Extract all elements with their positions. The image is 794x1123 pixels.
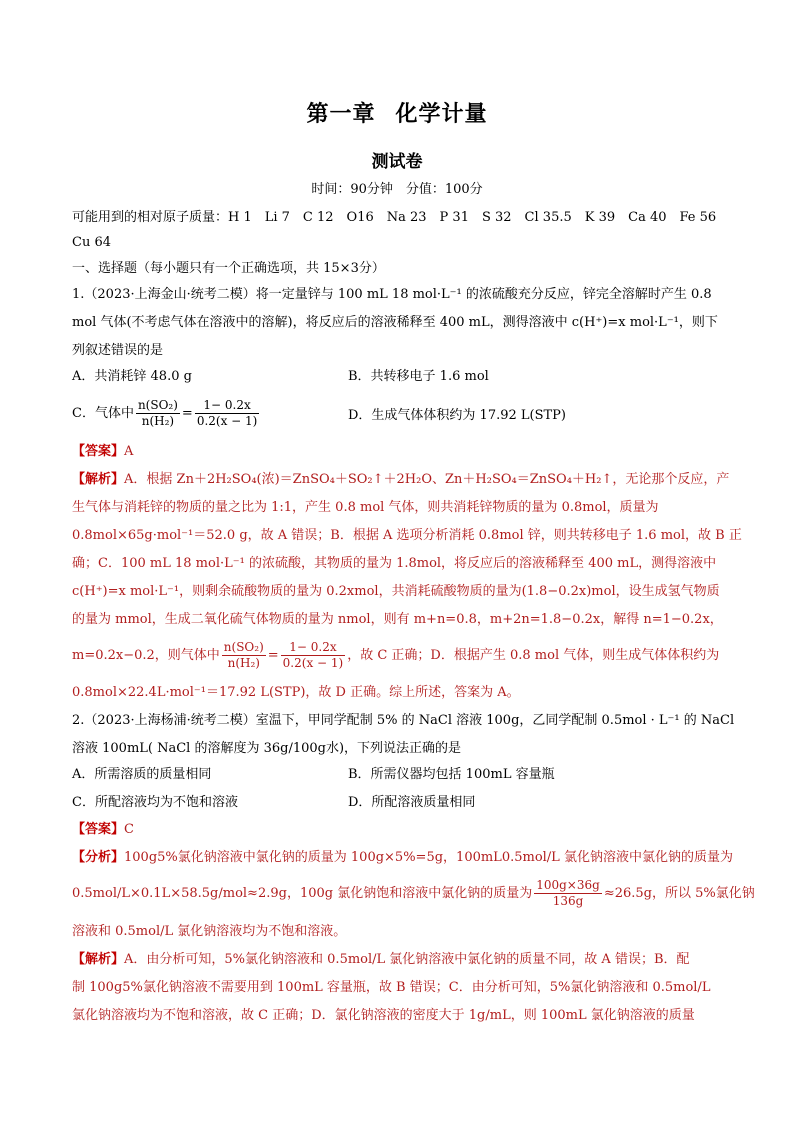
q1-option-c-prefix: C．气体中 xyxy=(72,406,134,421)
q1-analysis-line5: c(H⁺)=x mol·L⁻¹，则剩余硫酸物质的量为 0.2xmol，共消耗硫酸物质的量为(1.8−0.2x)mol，设生成氢气物质 xyxy=(72,584,720,599)
atomic-masses-line2: Cu 64 xyxy=(72,235,111,250)
answer-value: C xyxy=(124,822,134,837)
q1-option-c-fraction-right xyxy=(195,398,260,429)
fraction-numerator: n(SO₂) xyxy=(223,640,264,654)
fraction-numerator: 1− 0.2x xyxy=(281,640,346,656)
q2-analysis-line1 xyxy=(72,951,690,969)
q1-answer xyxy=(72,443,133,461)
q1-option-a: A．共消耗锌 48.0 g xyxy=(72,369,192,384)
q1-stem-line1: 1.（2023·上海金山·统考二模）将一定量锌与 100 mL 18 mol·L⁻¹ 的浓硫酸充分反应，锌完全溶解时产生 0.8 xyxy=(72,287,712,302)
q1-analysis-line1 xyxy=(72,471,729,489)
q2-option-d: D．所配溶液质量相同 xyxy=(348,795,476,810)
q1-stem-line2: mol 气体(不考虑气体在溶液中的溶解)，将反应后的溶液稀释至 400 mL，测得溶液中 c(H⁺)=x mol·L⁻¹，则下 xyxy=(72,315,718,330)
page-title xyxy=(0,97,794,128)
q2-answer xyxy=(72,821,134,839)
q1-analysis-line2: 生气体与消耗锌的物质的量之比为 1:1，产生 0.8 mol 气体，则共消耗锌物质的量为 0.8mol，质量为 xyxy=(72,500,659,515)
answer-tag: 【答案】 xyxy=(72,444,125,459)
analysis-fraction-right xyxy=(281,640,346,671)
fenxi-text: 0.5mol/L×0.1L×58.5g/mol≈2.9g，100g 氯化钠饱和溶液中氯化钠的质量为 xyxy=(72,886,533,901)
answer-tag: 【答案】 xyxy=(72,822,125,837)
chapter-label: 第一章 xyxy=(306,102,376,127)
fenxi-fraction xyxy=(534,878,602,909)
q2-option-a: A．所需溶质的质量相同 xyxy=(72,767,212,782)
q1-option-d: D．生成气体体积约为 17.92 L(STP) xyxy=(348,408,567,423)
fraction-numerator: 100g×36g xyxy=(536,878,600,892)
q1-analysis-line6: 的量为 mmol，生成二氧化硫气体物质的量为 nmol，则有 m+n=0.8，m+2n=1.8−0.2x，解得 n=1−0.2x， xyxy=(72,612,723,627)
q2-fenxi-line2 xyxy=(72,878,755,909)
q1-stem-line3: 列叙述错误的是 xyxy=(72,343,164,358)
page-subtitle: 测试卷 xyxy=(371,152,423,172)
fraction-denominator: n(H₂) xyxy=(141,414,175,428)
q2-stem-line1: 2.（2023·上海杨浦·统考二模）室温下，甲同学配制 5% 的 NaCl 溶液 100g，乙同学配制 0.5mol · L⁻¹ 的 NaCl xyxy=(72,713,735,728)
q1-option-c-fraction-left xyxy=(136,398,180,429)
answer-value: A xyxy=(124,444,134,459)
q2-analysis-line2: 制 100g5%氯化钠溶液不需要用到 100mL 容量瓶，故 B 错误；C．由分析可知，5%氯化钠溶液和 0.5mol/L xyxy=(72,980,711,995)
fenxi-text: ≈26.5g，所以 5%氯化钠 xyxy=(603,886,755,901)
q2-fenxi-line1 xyxy=(72,849,733,867)
fraction-denominator: 0.2(x − 1) xyxy=(196,414,258,428)
q2-stem-line2: 溶液 100mL( NaCl 的溶解度为 36g/100g水)，下列说法正确的是 xyxy=(72,741,462,756)
q1-analysis-line3: 0.8mol×65g·mol⁻¹＝52.0 g，故 A 错误；B．根据 A 选项分析消耗 0.8mol 锌，则共转移电子 1.6 mol，故 B 正 xyxy=(72,528,742,543)
analysis-fraction-left xyxy=(222,640,266,671)
q2-option-c: C．所配溶液均为不饱和溶液 xyxy=(72,795,238,810)
q2-option-b: B．所需仪器均包括 100mL 容量瓶 xyxy=(348,767,555,782)
q1-option-b: B．共转移电子 1.6 mol xyxy=(348,369,489,384)
q1-option-c: C．气体中 $\frac{\text{n(SO₂)}}{\text{n(H₂)}}$ = $\frac{1- 0.2x}{0.2(x - 1)}$ xyxy=(72,398,258,428)
q2-analysis-line3: 氯化钠溶液均为不饱和溶液，故 C 正确；D．氯化钠溶液的密度大于 1g/mL，则 100mL 氯化钠溶液的质量 xyxy=(72,1008,695,1023)
fraction-numerator: 1− 0.2x xyxy=(195,398,260,414)
time-info: 时间：90分钟 分值：100分 xyxy=(311,182,483,197)
analysis-text: ，故 C 正确；D．根据产生 0.8 mol 气体，则生成气体体积约为 xyxy=(347,648,720,663)
q2-fenxi-line3: 溶液和 0.5mol/L 氯化钠溶液均为不饱和溶液。 xyxy=(72,924,347,939)
analysis-text: m=0.2x−0.2，则气体中 xyxy=(72,648,220,663)
fenxi-text: 100g5%氯化钠溶液中氯化钠的质量为 100g×5%=5g，100mL0.5mol/L 氯化钠溶液中氯化钠的质量为 xyxy=(124,850,733,865)
q1-analysis-line4: 确；C．100 mL 18 mol·L⁻¹ 的浓硫酸，其物质的量为 1.8mol，将反应后的溶液稀释至 400 mL，测得溶液中 xyxy=(72,556,717,571)
analysis-text: A．由分析可知，5%氯化钠溶液和 0.5mol/L 氯化钠溶液中氯化钠的质量不同，故 A 错误；B．配 xyxy=(124,952,690,967)
atomic-masses-line1: 可能用到的相对原子质量：H 1 Li 7 C 12 O16 Na 23 P 31 S 32 Cl 35.5 K 39 Ca 40 Fe 56 xyxy=(72,210,717,225)
analysis-text: A．根据 Zn＋2H₂SO₄(浓)＝ZnSO₄＋SO₂↑＋2H₂O、Zn＋H₂SO₄＝ZnSO₄＋H₂↑，无论那个反应，产 xyxy=(124,472,730,487)
fraction-numerator: n(SO₂) xyxy=(137,398,178,412)
section-heading: 一、选择题（每小题只有一个正确选项，共 15×3分） xyxy=(72,261,385,276)
analysis-tag: 【解析】 xyxy=(72,952,125,967)
chapter-topic: 化学计量 xyxy=(395,102,488,127)
fraction-denominator: 136g xyxy=(552,894,584,908)
fenxi-tag: 【分析】 xyxy=(72,850,125,865)
fraction-denominator: n(H₂) xyxy=(227,656,260,670)
q1-analysis-line7: m=0.2x−0.2，则气体中 $\frac{\text{n(SO₂)}}{\text{n(H₂)}}$ = $\frac{1- 0.2x}{0.2(x - 1)}$ ，故 C 正确；D．根据产生 0.8 mol 气体，则生成气体体积约为 xyxy=(72,640,720,670)
fraction-denominator: 0.2(x − 1) xyxy=(282,656,344,670)
q1-analysis-line8: 0.8mol×22.4L·mol⁻¹＝17.92 L(STP)，故 D 正确。综上所述，答案为 A。 xyxy=(72,685,520,700)
analysis-tag: 【解析】 xyxy=(72,472,125,487)
